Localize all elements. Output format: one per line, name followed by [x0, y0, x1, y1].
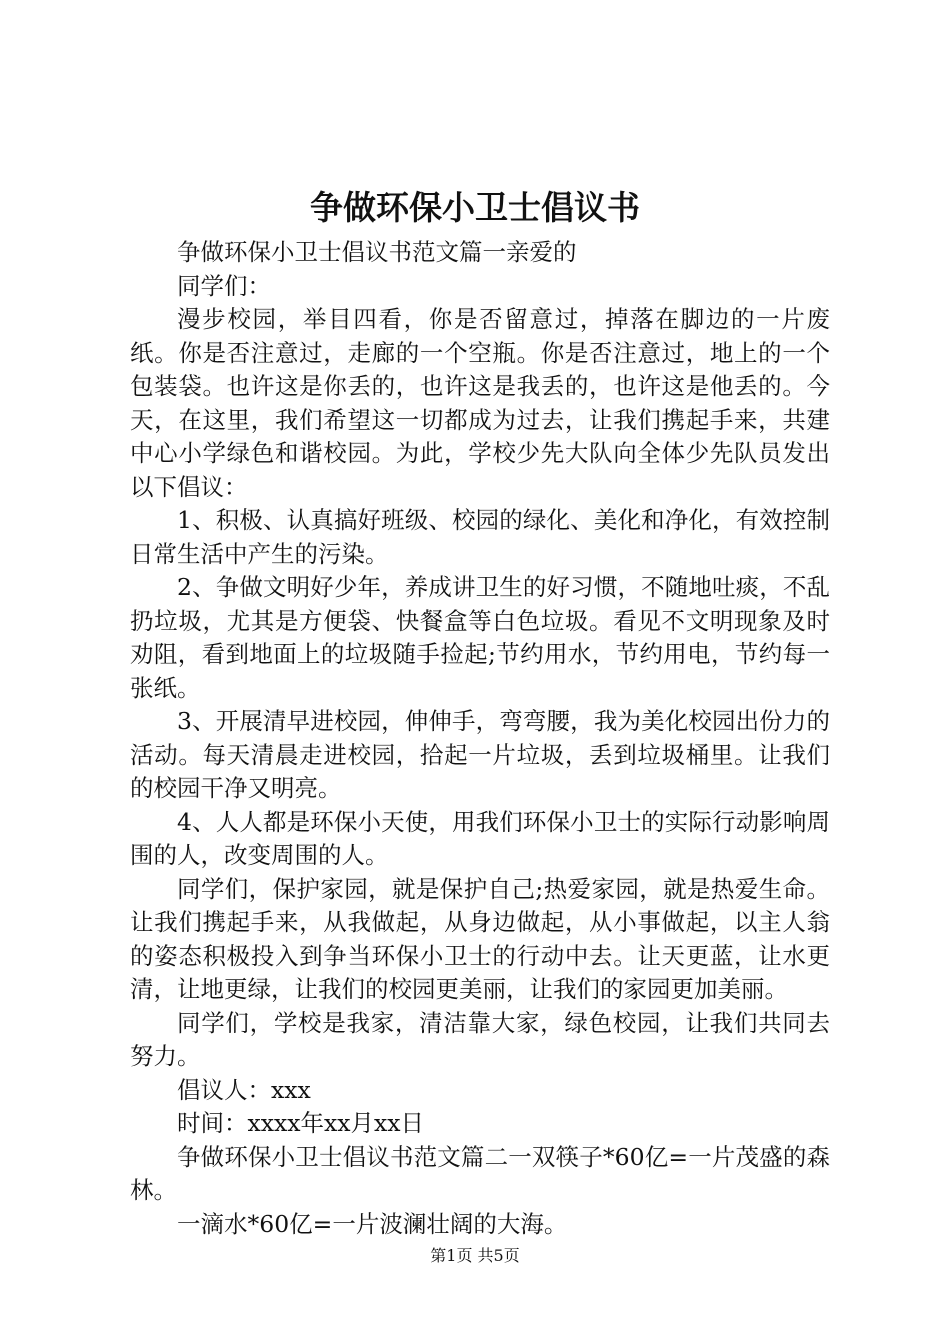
paragraph-item-3: 3、开展清早进校园，伸伸手，弯弯腰，我为美化校园出份力的活动。每天清晨走进校园，拾起一片垃圾，丢到垃圾桶里。让我们的校园干净又明亮。	[130, 707, 830, 802]
paragraph-example-2: 争做环保小卫士倡议书范文篇二一双筷子*60亿=一片茂盛的森林。	[130, 1142, 830, 1204]
paragraph-opening: 漫步校园，举目四看，你是否留意过，掉落在脚边的一片废纸。你是否注意过，走廊的一个空瓶。你是否注意过，地上的一个包装袋。也许这是你丢的，也许这是我丢的，也许这是他丢的。今天，在这里，我们希望这一切都成为过去，让我们携起手来，共建中心小学绿色和谐校园。为此，学校少先大队向全体少先队员发出以下倡议：	[130, 305, 830, 501]
paragraph-greeting: 同学们：	[177, 271, 271, 300]
page-footer: 第1页 共5页	[430, 1246, 520, 1265]
paragraph-intro: 争做环保小卫士倡议书范文篇一亲爱的	[177, 238, 577, 266]
page-title: 争做环保小卫士倡议书	[310, 188, 640, 227]
paragraph-call-to-action: 同学们，保护家园，就是保护自己;热爱家园，就是热爱生命。让我们携起手来，从我做起，从身边做起，从小事做起，以主人翁的姿态积极投入到争当环保小卫士的行动中去。让天更蓝，让水更清，让地更绿，让我们的校园更美丽，让我们的家园更加美丽。	[130, 874, 830, 1003]
paragraph-item-2: 2、争做文明好少年，养成讲卫生的好习惯，不随地吐痰，不乱扔垃圾，尤其是方便袋、快餐盒等白色垃圾。看见不文明现象及时劝阻，看到地面上的垃圾随手捡起;节约用水，节约用电，节约每一张纸。	[130, 573, 830, 702]
paragraph-item-4: 4、人人都是环保小天使，用我们环保小卫士的实际行动影响周围的人，改变周围的人。	[130, 807, 830, 869]
paragraph-item-1: 1、积极、认真搞好班级、校园的绿化、美化和净化，有效控制日常生活中产生的污染。	[130, 506, 830, 568]
paragraph-signer: 倡议人：xxx	[177, 1075, 311, 1104]
paragraph-closing: 同学们，学校是我家，清洁靠大家，绿色校园，让我们共同去努力。	[130, 1008, 830, 1070]
paragraph-water: 一滴水*60亿=一片波澜壮阔的大海。	[177, 1209, 568, 1238]
document-body	[130, 236, 830, 1241]
paragraph-date: 时间：xxxx年xx月xx日	[177, 1109, 425, 1137]
